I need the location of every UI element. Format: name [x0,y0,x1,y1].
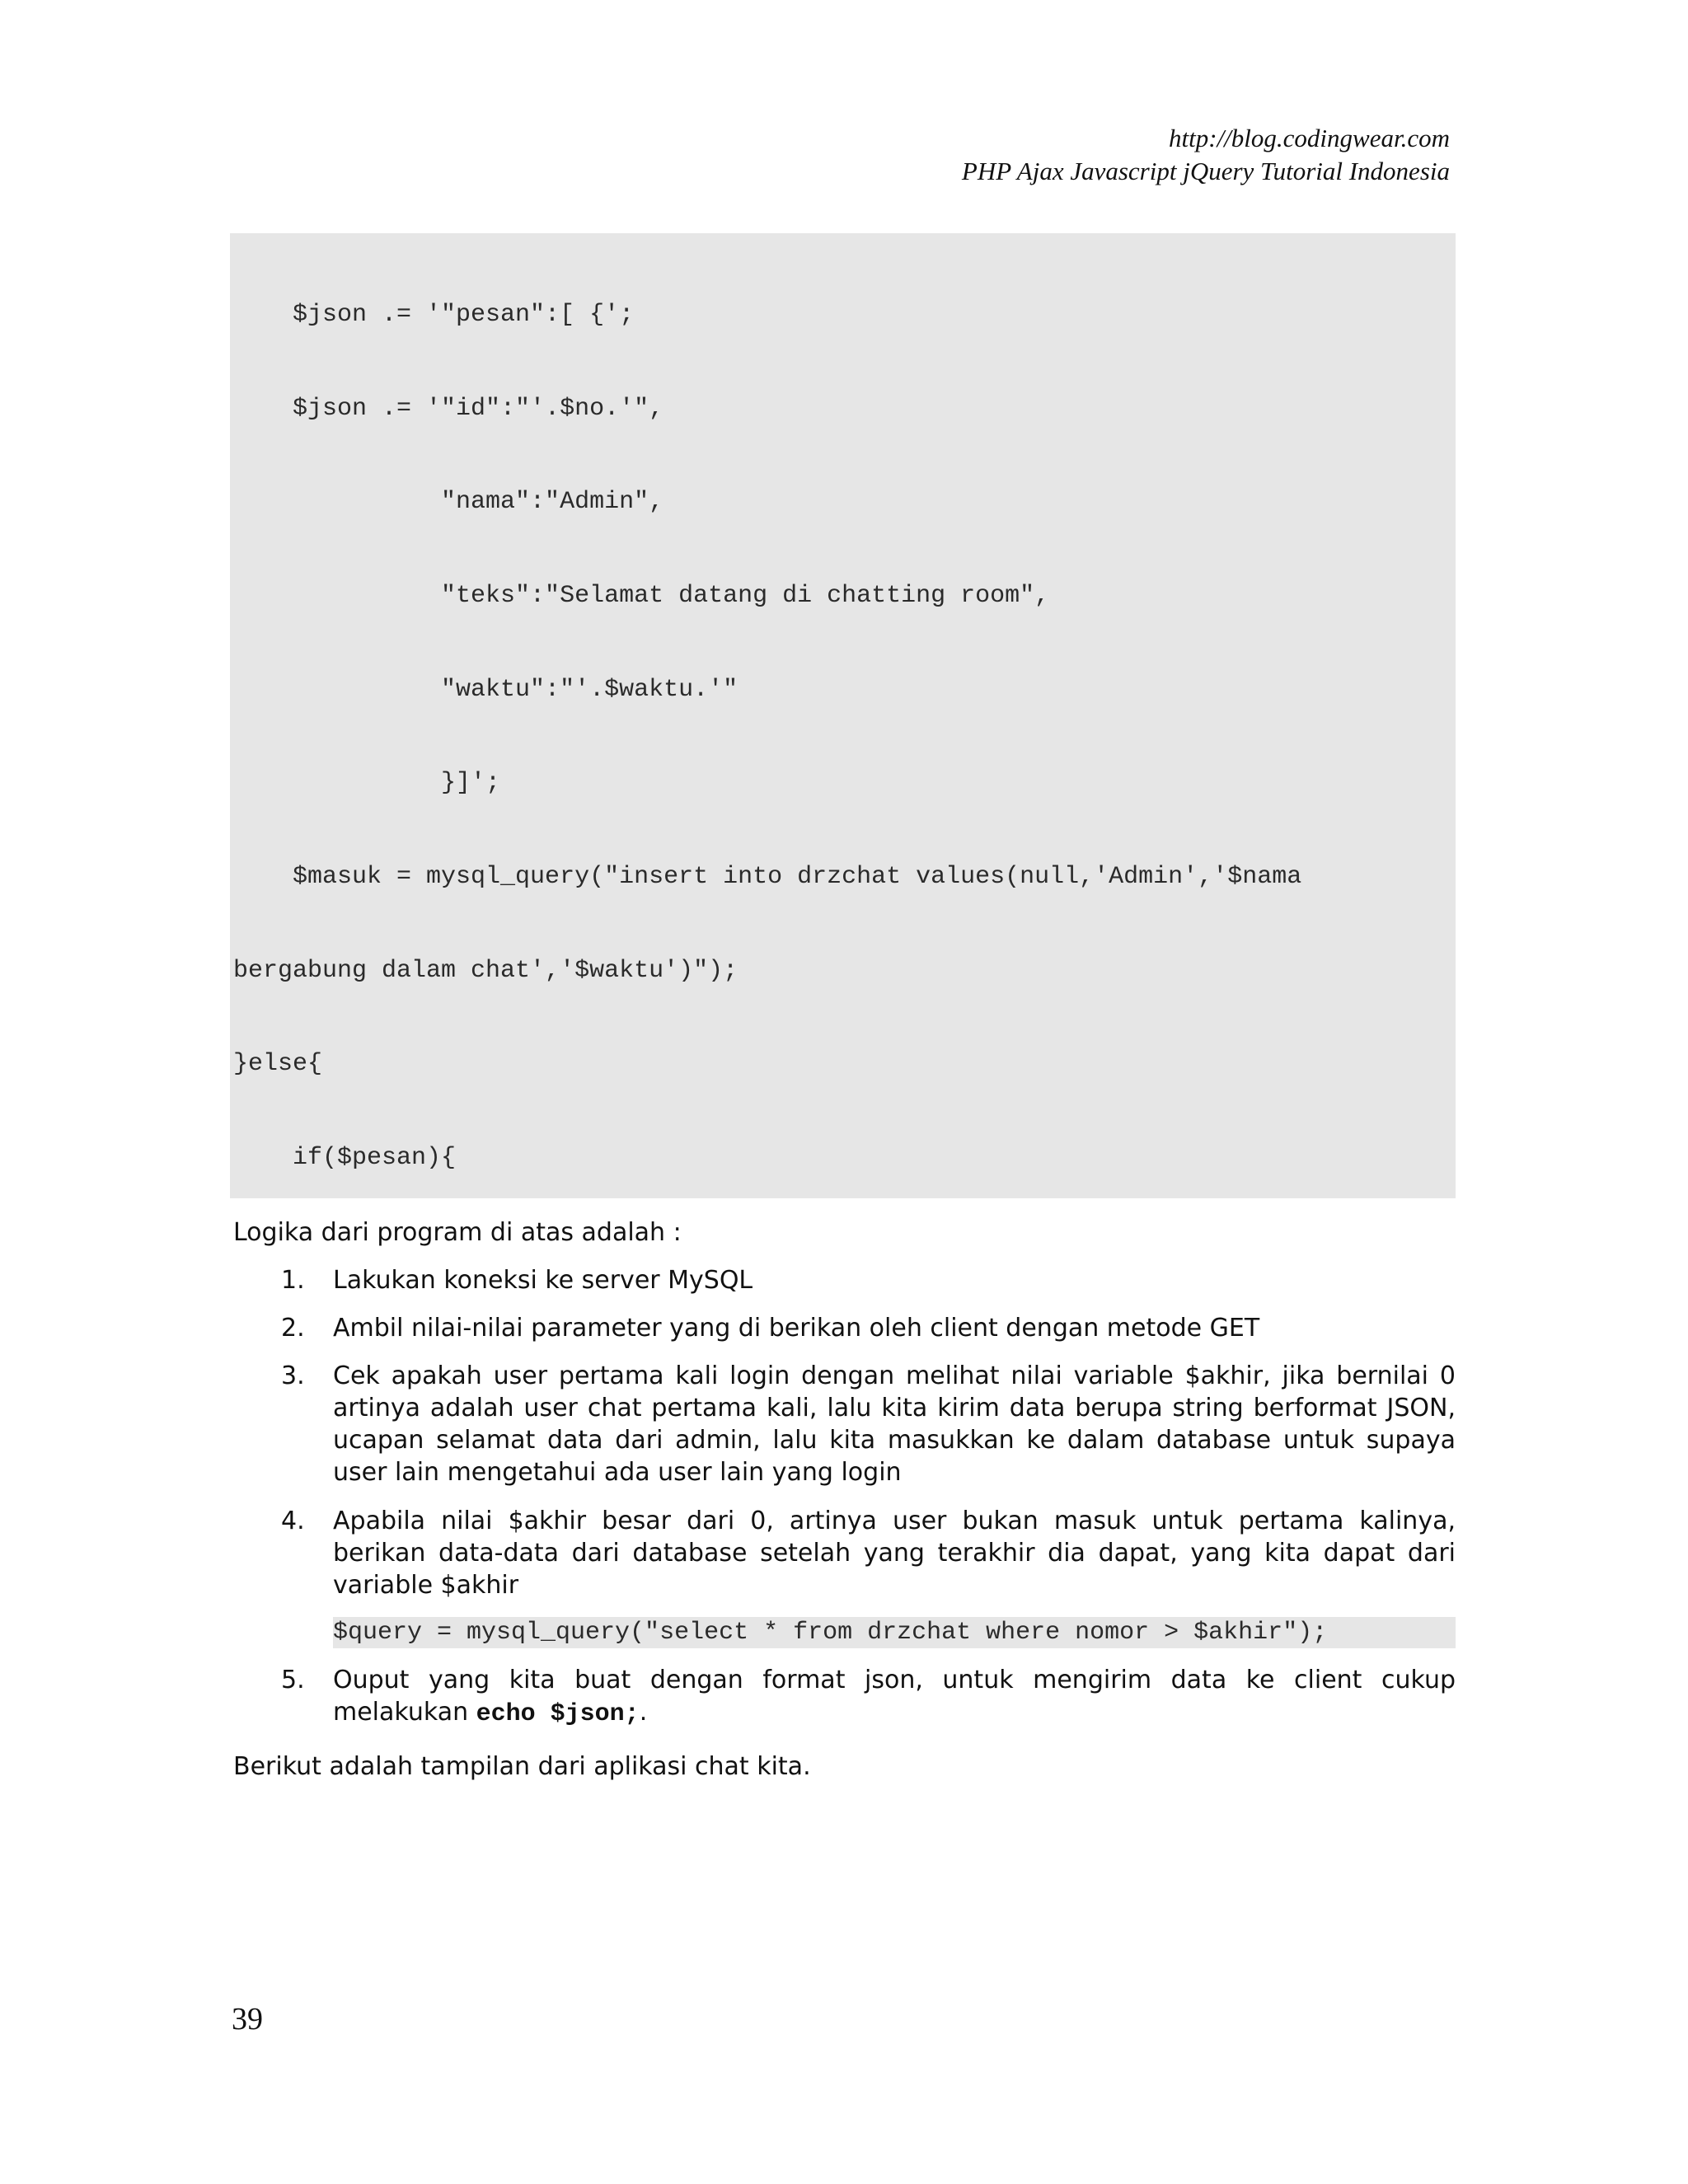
list-item-number: 1. [281,1266,305,1295]
code-line: $json .= '"id":"'.$no.'", [233,394,664,423]
list-item-number: 2. [281,1314,305,1343]
list-item-number: 3. [281,1361,305,1390]
code-line: }]'; [233,769,501,798]
list-item-text: Ambil nilai-nilai parameter yang di berikan oleh client dengan metode GET [333,1314,1260,1343]
list-item [233,1312,1456,1344]
intro-paragraph: Logika dari program di atas adalah : [233,1218,682,1247]
numbered-list [233,1264,1456,1731]
code-line: "teks":"Selamat datang di chatting room", [233,581,1050,610]
list-item-number: 4. [281,1507,305,1535]
list-item-number: 5. [281,1666,305,1694]
code-line: bergabung dalam chat','$waktu')"); [233,956,738,985]
list-item-text: Lakukan koneksi ke server MySQL [333,1266,753,1295]
code-block [230,233,1456,1198]
list-item [233,1505,1456,1648]
code-line: "waktu":"'.$waktu.'" [233,675,738,704]
closing-paragraph: Berikut adalah tampilan dari aplikasi chat kita. [233,1752,811,1781]
header-subtitle: PHP Ajax Javascript jQuery Tutorial Indonesia [961,157,1450,185]
code-line: $masuk = mysql_query("insert into drzchat values(null,'Admin','$nama [233,863,1302,892]
list-item-text: Apabila nilai $akhir besar dari 0, artinya user bukan masuk untuk pertama kalinya, berikan data-data dari database setelah yang terakhir dia dapat, yang kita dapat dari variable $akhir [333,1507,1456,1600]
code-line: $json .= '"pesan":[ {'; [233,300,635,329]
code-line: if($pesan){ [233,1144,457,1173]
inline-code: echo $json; [476,1700,640,1728]
list-item-text: Cek apakah user pertama kali login dengan melihat nilai variable $akhir, jika bernilai 0 artinya adalah user chat pertama kali, lalu kita kirim data berupa string berformat JSON, ucapan selamat data dari admin, lalu kita masukkan ke dalam database untuk supaya user lain mengetahui ada user lain yang login [333,1361,1456,1487]
list-item-text-after: . [639,1698,648,1727]
list-item [233,1360,1456,1488]
list-item-text [333,1664,1456,1731]
code-line: }else{ [233,1050,323,1079]
list-item-text-before: Ouput yang kita buat dengan format json, untuk mengirim data ke client cukup melakukan [333,1666,1456,1727]
page-number: 39 [232,2002,263,2036]
page-header [962,122,1450,188]
code-line: "nama":"Admin", [233,488,664,517]
list-item [233,1264,1456,1296]
inline-code-snippet: $query = mysql_query("select * from drzchat where nomor > $akhir"); [333,1617,1456,1648]
list-item [233,1664,1456,1731]
header-url: http://blog.codingwear.com [1169,124,1450,152]
